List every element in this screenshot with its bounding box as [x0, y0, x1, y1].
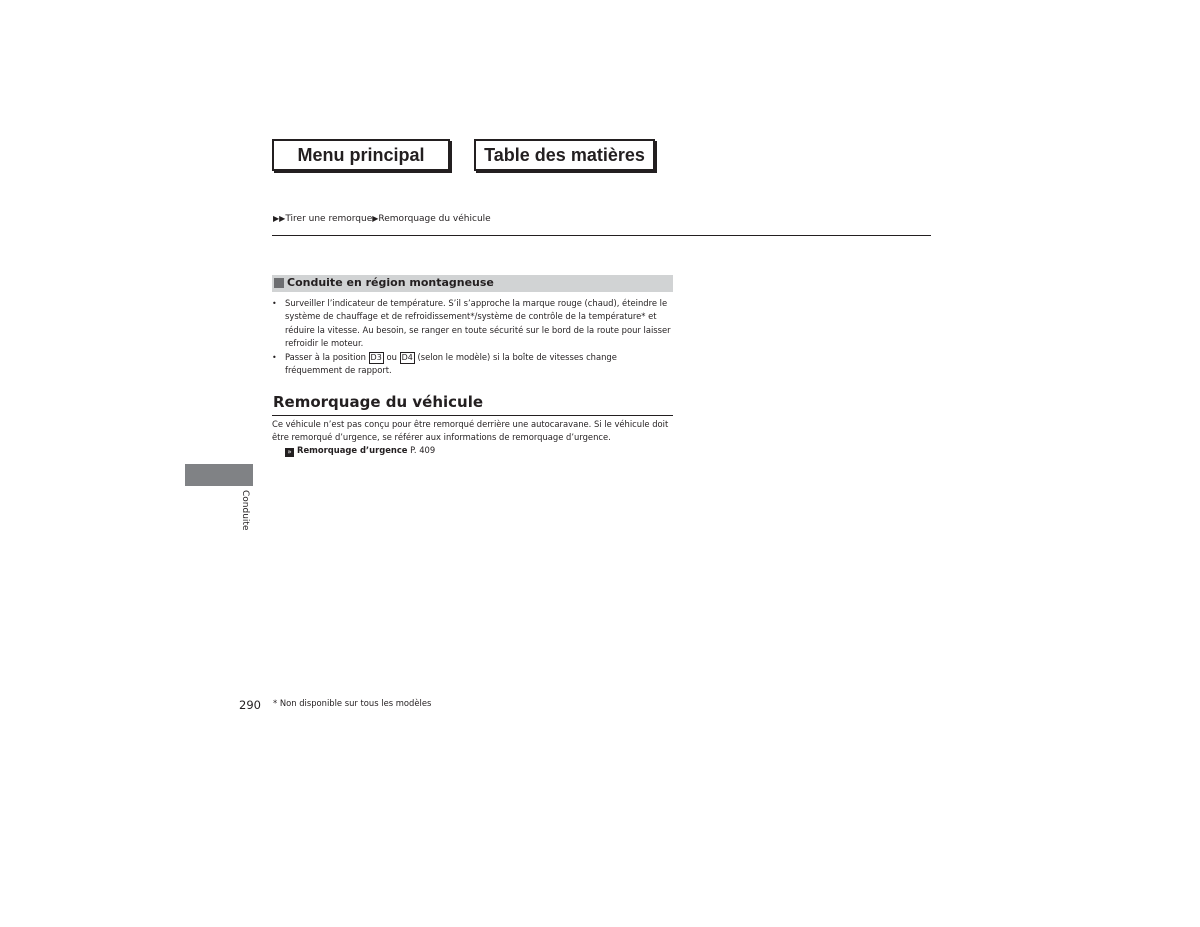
bullet-text-gear-before: Passer à la position	[285, 351, 369, 362]
bullet-icon: •	[272, 352, 277, 362]
heading-divider	[272, 415, 673, 416]
section-title: Conduite en région montagneuse	[287, 276, 494, 289]
footnote: * Non disponible sur tous les modèles	[273, 698, 432, 708]
chapter-side-tab	[185, 464, 253, 486]
section-square-icon	[274, 278, 284, 288]
section-header-bar	[272, 275, 673, 292]
bullet-icon: •	[272, 299, 277, 308]
gear-d4-keycap: D4	[401, 352, 413, 362]
table-of-contents-button[interactable]: Table des matières	[474, 139, 655, 171]
emergency-towing-reference-link[interactable]	[285, 445, 435, 457]
header-divider	[272, 235, 931, 236]
reference-page: P. 409	[407, 445, 436, 455]
list-item	[272, 297, 674, 351]
breadcrumb	[273, 214, 491, 224]
bullet-text-gear-after: (selon le modèle) si la boîte de vitesses change fréquemment de rapport.	[285, 351, 617, 376]
chapter-side-label: Conduite	[240, 490, 250, 531]
reference-title: Remorquage d’urgence	[297, 445, 408, 455]
bullet-text-temperature: Surveiller l’indicateur de température. S’il s’approche la marque rouge (chaud), éteindre le système de chauffage et de refroidissement*/système de contrôle de la température* et réduire la vitesse. Au besoin, se ranger en toute sécurité sur le bord de la route pour laisser refroidir le moteur.	[285, 298, 671, 349]
list-item	[272, 351, 674, 378]
main-menu-button[interactable]: Menu principal	[272, 139, 450, 171]
bullet-list	[272, 297, 674, 377]
gear-d3-keycap: D3	[370, 352, 382, 362]
bullet-text-gear-or: ou	[383, 351, 400, 362]
reference-arrow-icon: »	[285, 448, 294, 457]
page-number: 290	[239, 698, 261, 712]
breadcrumb-double-arrow-icon: ▶▶	[273, 214, 286, 223]
towing-heading: Remorquage du véhicule	[273, 393, 484, 411]
breadcrumb-item-vehicle-towing[interactable]: Remorquage du véhicule	[378, 214, 491, 224]
towing-paragraph: Ce véhicule n’est pas conçu pour être remorqué derrière une autocaravane. Si le véhicule doit être remorqué d’urgence, se référer aux informations de remorquage d’urgence.	[272, 419, 669, 443]
breadcrumb-item-towing[interactable]: Tirer une remorque	[285, 214, 373, 224]
breadcrumb-arrow-icon: ▶	[372, 214, 379, 223]
